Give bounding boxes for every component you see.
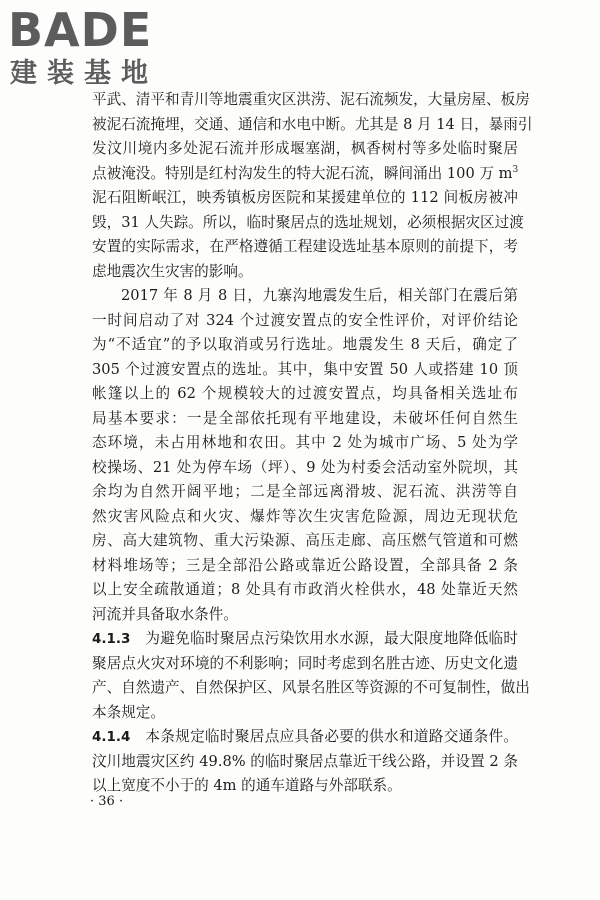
section-text: 为避免临时聚居点污染饮用水水源，最大限度地降低临时 [145,630,518,647]
superscript: 3 [512,164,519,175]
text-line: 泥石阻断岷江，映秀镇板房医院和某援建单位的 112 间板房被冲 [92,189,518,206]
section-line [92,725,518,750]
text-line: 帐篷以上的 62 个规模较大的过渡安置点，均具备相关选址布 [92,385,518,402]
text-line [92,162,518,187]
text-line: 虑地震次生灾害的影响。 [92,262,253,280]
text-line: 余均为自然开阔平地；二是全部远离滑坡、泥石流、洪涝等自 [92,483,518,500]
text-line: 房、高大建筑物、重大污染源、高压走廊、高压燃气管道和可燃 [92,532,518,549]
text-line: 安置的实际需求，在严格遵循工程建设选址基本原则的前提下，考 [92,238,518,255]
text-line: 以上安全疏散通道；8 处具有市政消火栓供水，48 处靠近天然 [92,581,518,598]
body-text [92,88,533,799]
section-number: 4.1.4 [92,729,131,745]
text-line: 局基本要求：一是全部依托现有平地建设，未破坏任何自然生 [92,409,518,427]
text-line: 平武、清平和青川等地震重灾区洪涝、泥石流频发，大量房屋、板房 [92,91,530,108]
text-line: 发汶川境内多处泥石流并形成堰塞湖，枫香树村等多处临时聚居 [92,140,518,157]
text-line: 2017 年 8 月 8 日，九寨沟地震发生后，相关部门在震后第 [121,287,518,304]
text-line: 校操场、21 处为停车场（坪）、9 处为村委会活动室外院坝，其 [92,458,518,476]
text-line: 然灾害风险点和火灾、爆炸等次生灾害危险源，周边无现状危 [92,507,518,525]
text-line-content: 点被淹没。特别是红村沟发生的特大泥石流，瞬间涌出 100 万 m [92,164,513,182]
text-line: 河流并具备取水条件。 [92,605,238,623]
page-number: · 36 · [90,794,124,809]
text-line: 305 个过渡安置点的选址。其中，集中安置 50 人或搭建 10 顶 [92,360,518,378]
text-line: 产、自然遗产、自然保护区、风景名胜区等资源的不可复制性，做出 [92,679,530,696]
section-text: 本条规定临时聚居点应具备必要的供水和道路交通条件。 [145,728,518,745]
text-line: 材料堆场等；三是全部沿公路或靠近公路设置，全部具备 2 条 [92,556,518,574]
text-line: 一时间启动了对 324 个过渡安置点的安全性评价，对评价结论 [92,311,518,329]
bade-watermark-logo [8,4,178,94]
text-line: 以上宽度不小于的 4m 的通车道路与外部联系。 [92,777,402,794]
watermark-latin-text: BADE [8,3,153,57]
text-line: 被泥石流掩埋，交通、通信和水电中断。尤其是 8 月 14 日，暴雨引 [92,115,533,133]
watermark-cjk-text: 建装基地 [10,58,158,89]
text-line: 态环境，未占用林地和农田。其中 2 处为城市广场、5 处为学 [92,434,518,451]
text-line: 聚居点火灾对环境的不利影响；同时考虑到名胜古迹、历史文化遗 [92,654,518,672]
text-line: 本条规定。 [92,703,165,721]
text-line: 为“不适宜”的予以取消或另行选址。地震发生 8 天后，确定了 [92,336,518,353]
section-number: 4.1.3 [92,631,131,647]
text-line: 汶川地震灾区约 49.8% 的临时聚居点靠近干线公路，并设置 2 条 [92,752,518,770]
text-line: 毁，31 人失踪。所以，临时聚居点的选址规划，必须根据灾区过渡 [92,213,524,231]
section-line [92,627,518,652]
